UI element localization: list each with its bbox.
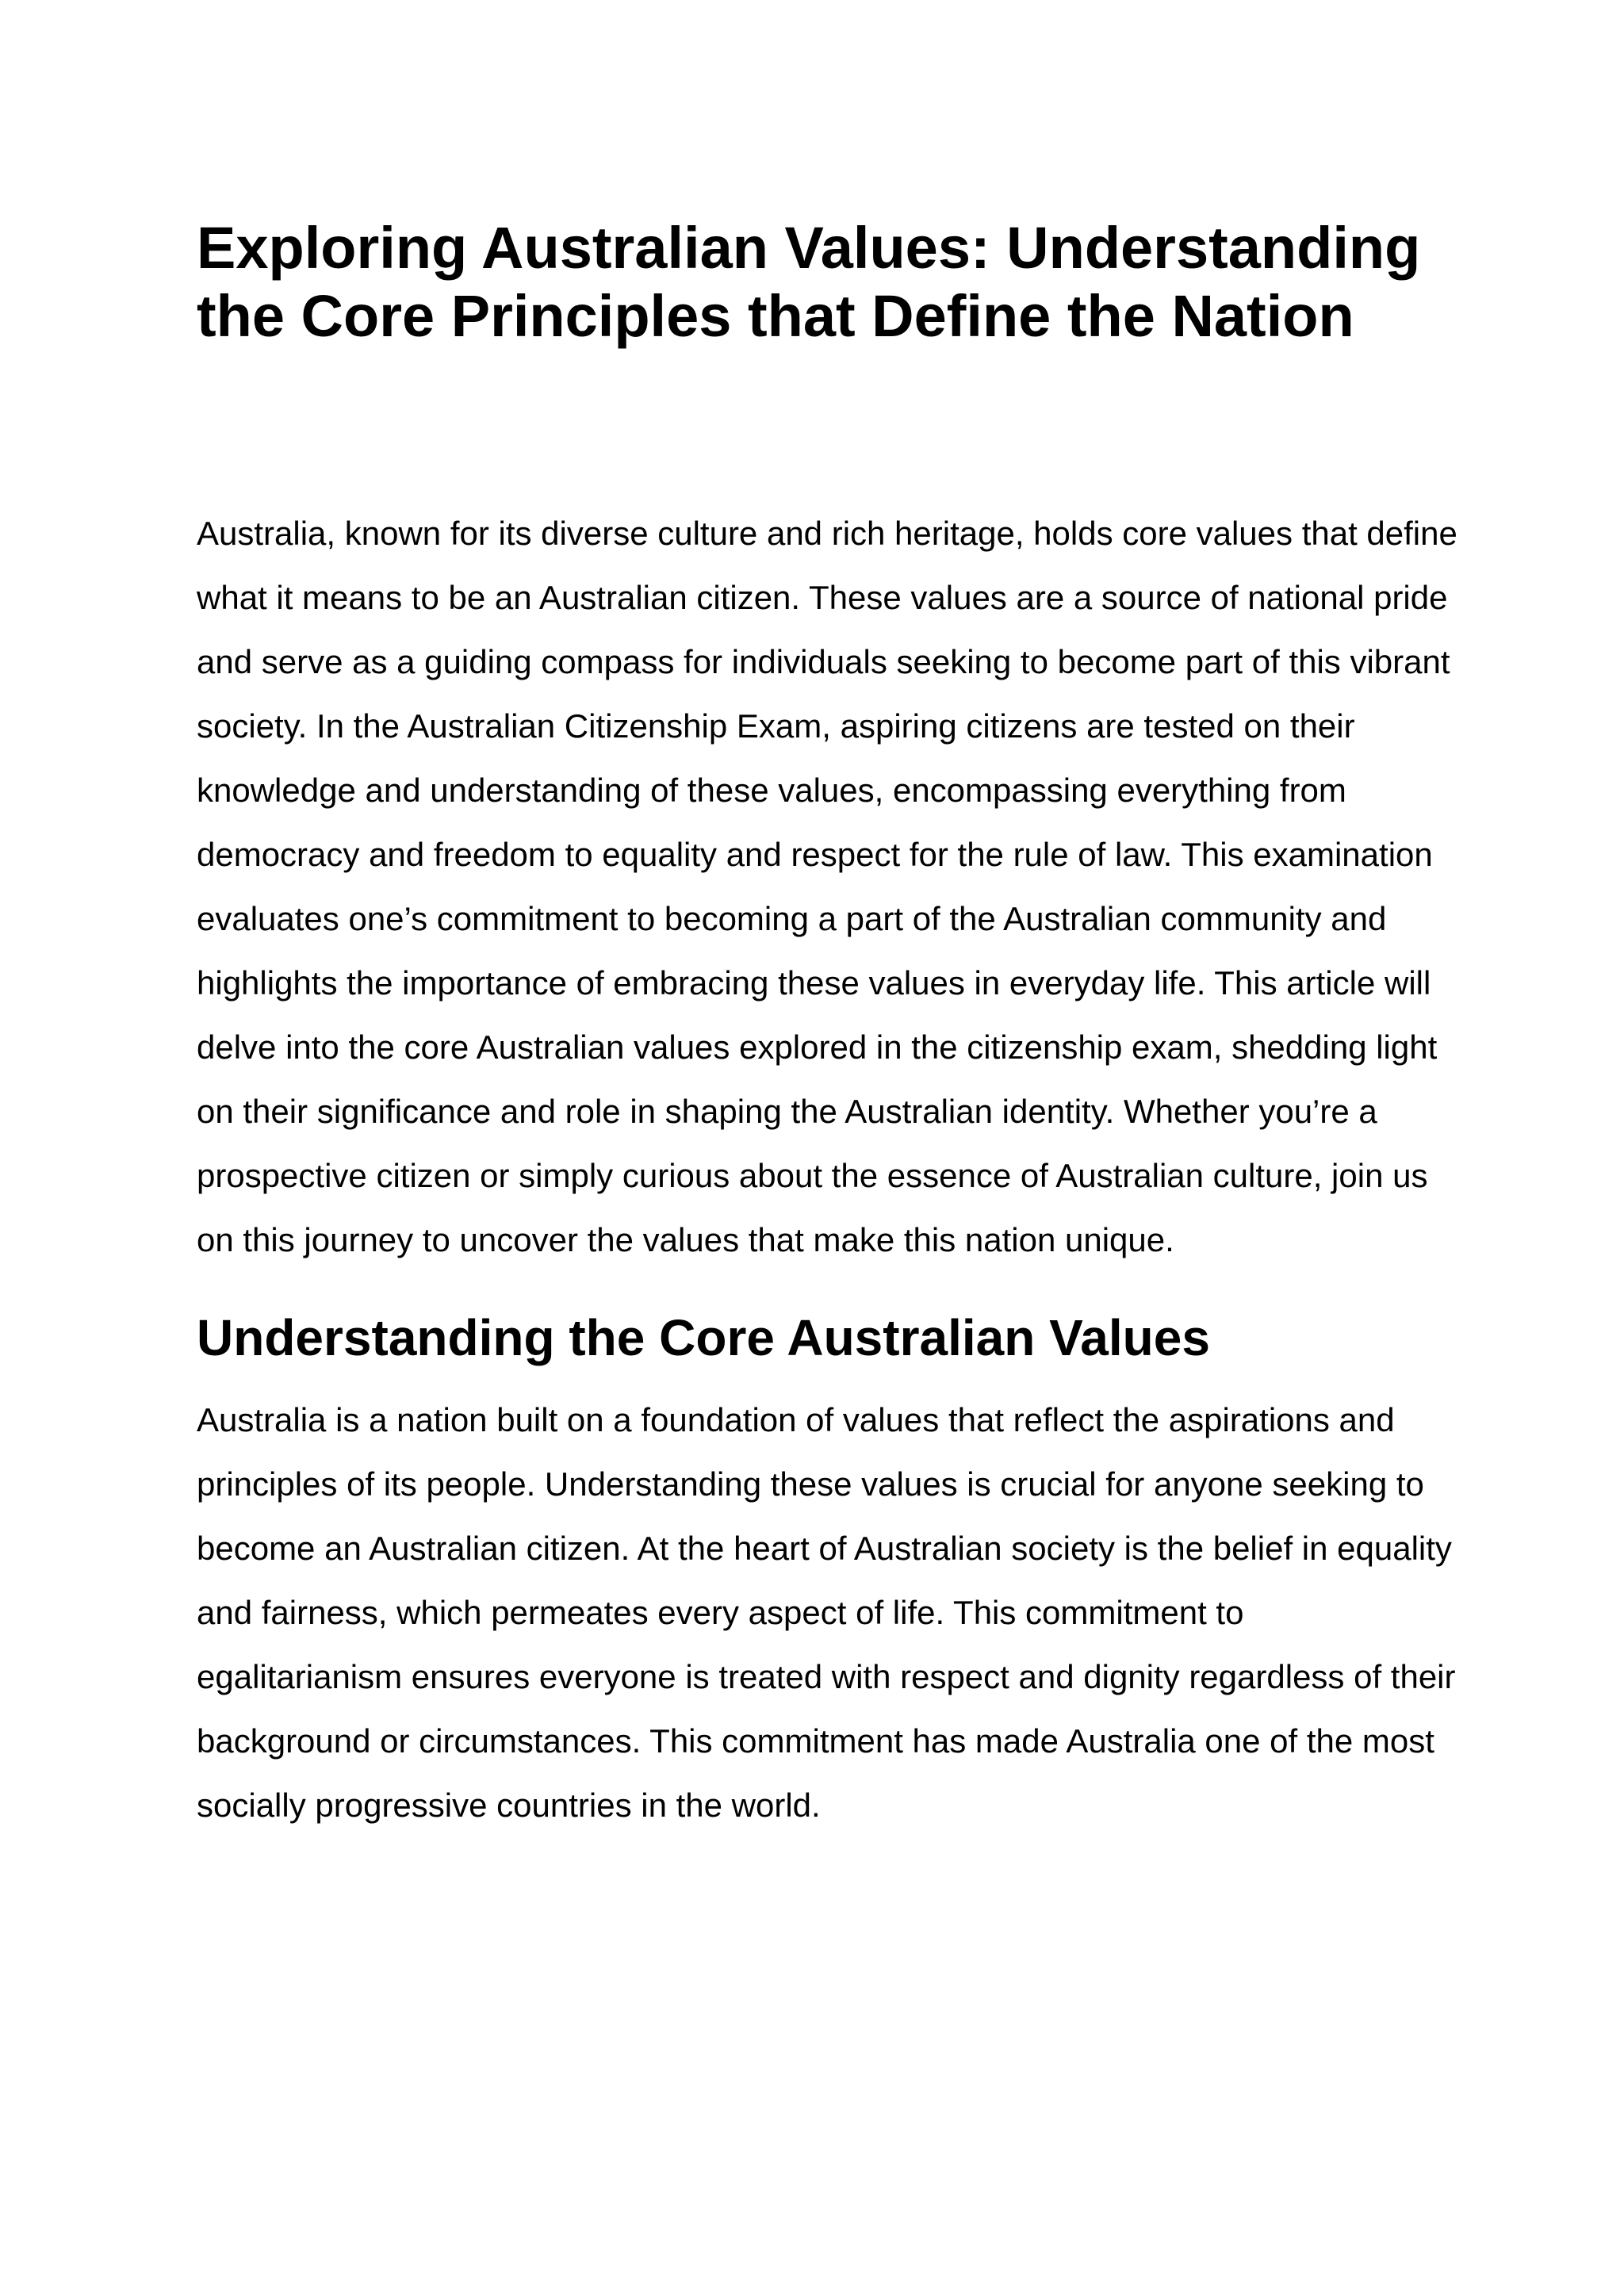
section-paragraph: Australia is a nation built on a foundation of values that reflect the aspirations and principles of its people. Understanding these values is crucial for anyone seeking to become an Australian citizen. At the heart of Australian society is the belief in equality and fairness, which permeates every aspect of life. This commitment to egalitarianism ensures everyone is treated with respect and dignity regardless of their background or circumstances. This commitment has made Australia one of the most socially progressive countries in the world. xyxy=(197,1401,1456,1824)
intro-paragraph: Australia, known for its diverse culture and rich heritage, holds core values that define what it means to be an Australian citizen. These values are a source of national pride and serve as a guiding compass for individuals seeking to become part of this vibrant society. In the Australian Citizenship Exam, aspiring citizens are tested on their knowledge and understanding of these values, encompassing everything from democracy and freedom to equality and respect for the rule of law. This examination evaluates one’s commitment to becoming a part of the Australian community and highlights the importance of embracing these values in everyday life. This article will delve into the core Australian values explored in the citizenship exam, shedding light on their significance and role in shaping the Australian identity. Whether you’re a prospective citizen or simply curious about the essence of Australian culture, join us on this journey to uncover the values that make this nation unique. xyxy=(197,515,1457,1258)
document-title: Exploring Australian Values: Understanding the Core Principles that Define the Nation xyxy=(197,215,1421,349)
document-content xyxy=(197,214,1457,1837)
section-heading: Understanding the Core Australian Values xyxy=(197,1309,1210,1366)
